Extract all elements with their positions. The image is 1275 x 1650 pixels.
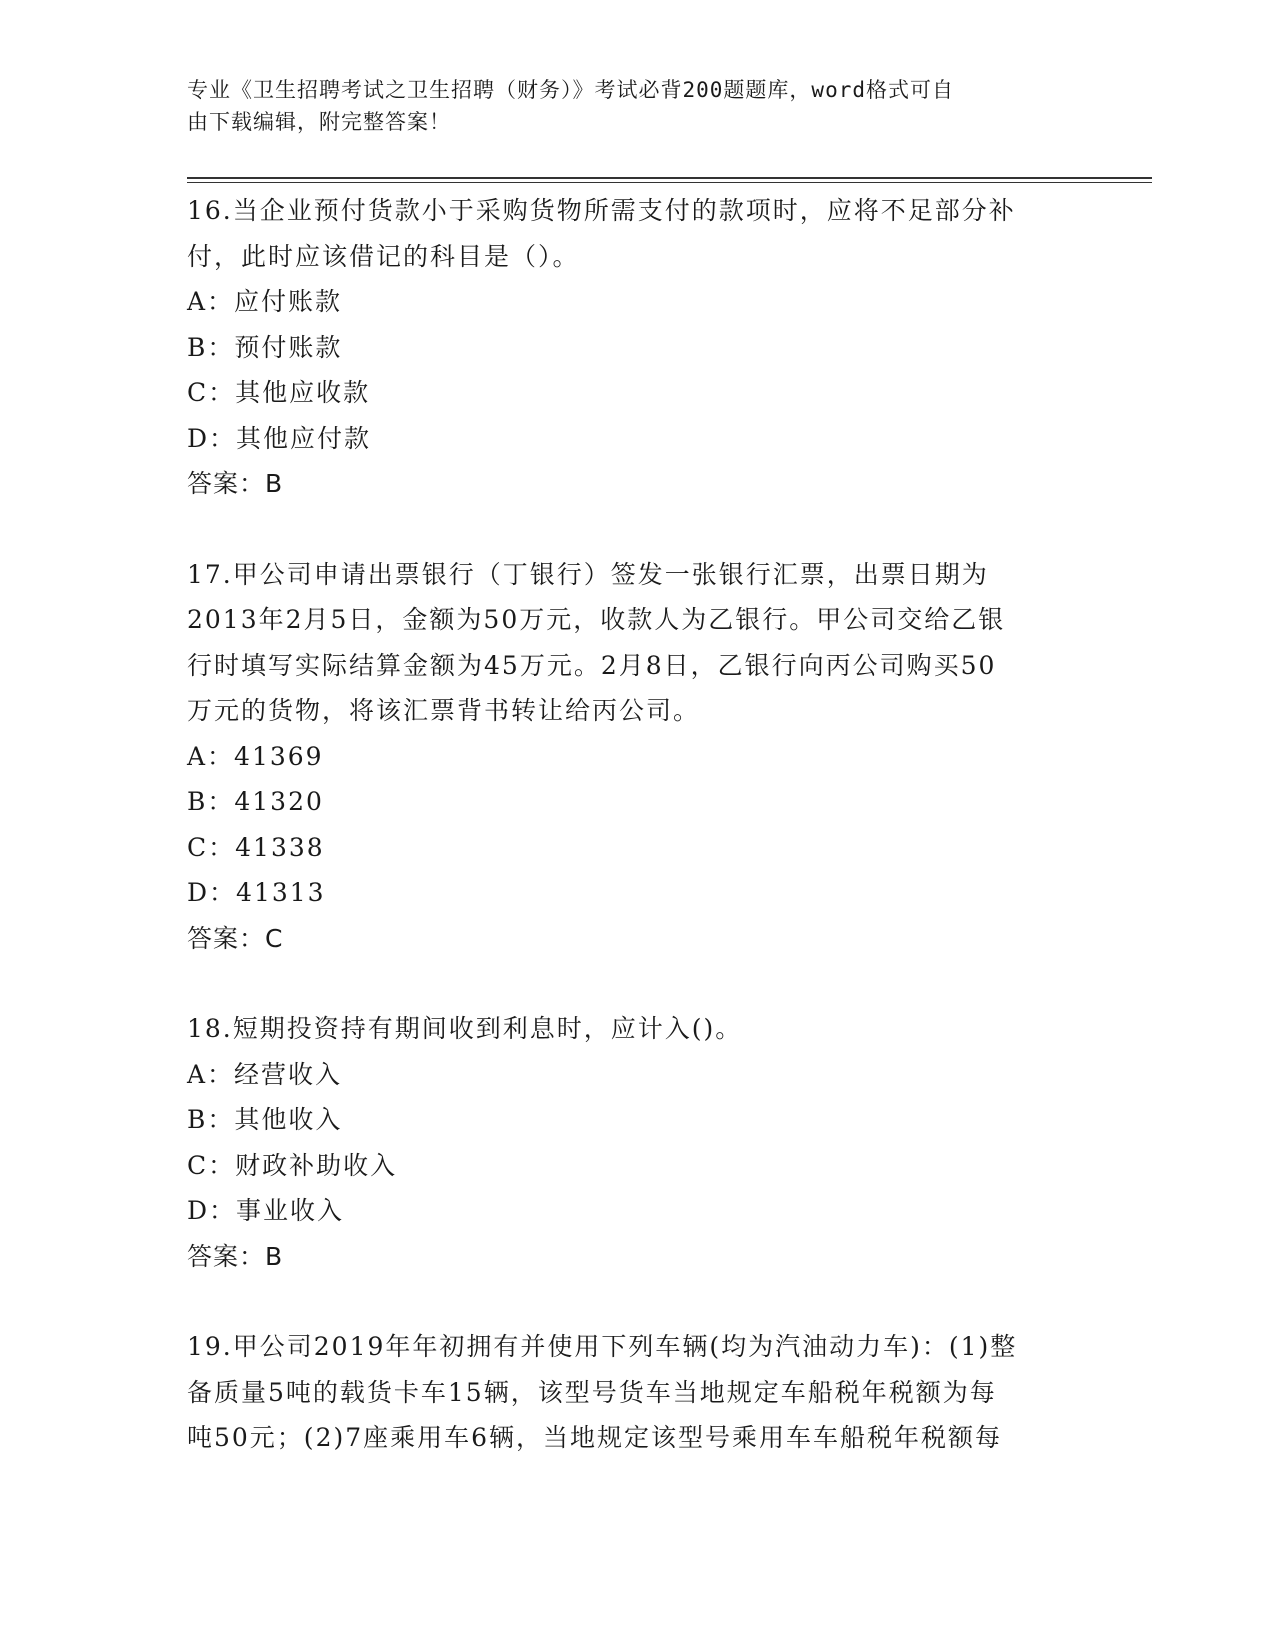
option-a: A：41369: [187, 741, 324, 771]
question-spacer: [187, 1279, 1087, 1324]
question-text-line: 付，此时应该借记的科目是（）。: [187, 241, 580, 271]
question-text-line: 行时填写实际结算金额为45万元。2月8日，乙银行向丙公司购买50: [187, 650, 997, 680]
answer: 答案：B: [187, 469, 284, 498]
option-a: A：经营收入: [187, 1059, 343, 1089]
question-text-line: 17.甲公司申请出票银行（丁银行）签发一张银行汇票，出票日期为: [187, 559, 989, 589]
option-c: C：41338: [187, 832, 325, 862]
question-17: [187, 552, 1087, 962]
document-header: [187, 74, 1067, 138]
option-b: B：41320: [187, 787, 324, 816]
option-d: D：其他应付款: [187, 423, 372, 453]
header-divider-thick: [187, 177, 1152, 179]
option-a: A：应付账款: [187, 287, 343, 316]
question-16: [187, 188, 1087, 507]
option-c: C：其他应收款: [187, 378, 371, 407]
option-b: B：预付账款: [187, 332, 343, 362]
question-spacer: [187, 507, 1087, 552]
header-line-1: 专业《卫生招聘考试之卫生招聘（财务）》考试必背200题题库，word格式可自: [187, 78, 954, 102]
answer: 答案：C: [187, 923, 284, 953]
header-divider-thin: [187, 182, 1152, 183]
question-text-line: 19.甲公司2019年年初拥有并使用下列车辆(均为汽油动力车)：(1)整: [187, 1332, 1018, 1361]
question-list: [187, 188, 1087, 1461]
answer: 答案：B: [187, 1241, 284, 1271]
question-18: [187, 1006, 1087, 1279]
option-b: B：其他收入: [187, 1105, 343, 1134]
question-text-line: 16.当企业预付货款小于采购货物所需支付的款项时，应将不足部分补: [187, 196, 1016, 225]
question-spacer: [187, 961, 1087, 1006]
question-text-line: 万元的货物，将该汇票背书转让给丙公司。: [187, 696, 701, 725]
option-d: D：41313: [187, 878, 326, 907]
question-text-line: 18.短期投资持有期间收到利息时，应计入()。: [187, 1014, 743, 1043]
question-text-line: 2013年2月5日，金额为50万元，收款人为乙银行。甲公司交给乙银: [187, 605, 1006, 634]
option-c: C：财政补助收入: [187, 1150, 398, 1180]
header-line-2: 由下载编辑，附完整答案！: [187, 110, 451, 134]
option-d: D：事业收入: [187, 1196, 345, 1225]
question-19: [187, 1324, 1087, 1461]
question-text-line: 备质量5吨的载货卡车15辆，该型号货车当地规定车船税年税额为每: [187, 1377, 997, 1407]
question-text-line: 吨50元；(2)7座乘用车6辆，当地规定该型号乘用车车船税年税额每: [187, 1423, 1003, 1452]
